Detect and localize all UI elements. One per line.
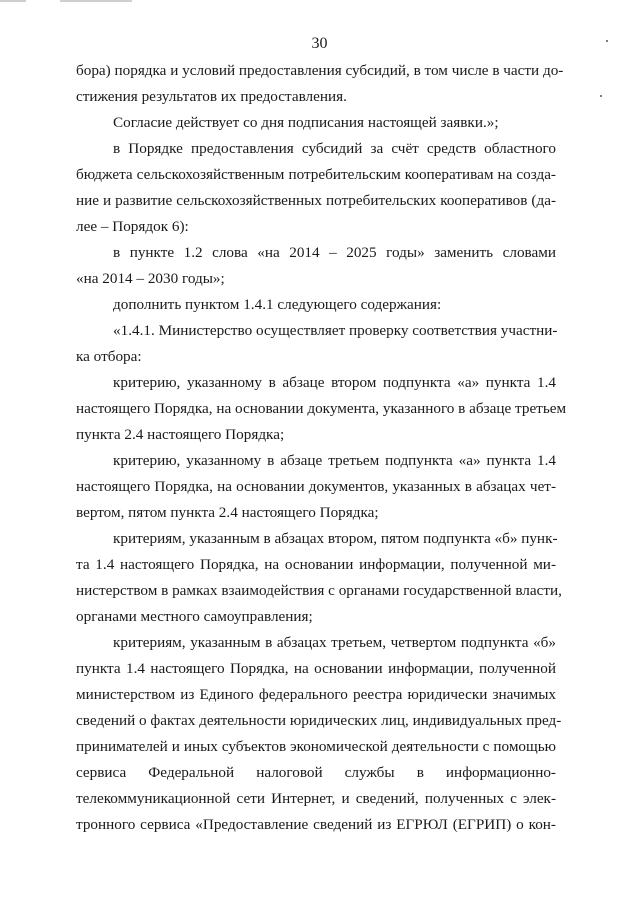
text-line: телекоммуникационной сети Интернет, и сведений, полученных с элек- (76, 790, 556, 807)
paragraph (76, 630, 562, 838)
scan-edge-mark (60, 0, 132, 2)
text-line: критериям, указанным в абзацах втором, пятом подпункта «б» пунк- (113, 530, 558, 547)
text-line: критерию, указанному в абзаце втором подпункта «а» пункта 1.4 (113, 374, 556, 391)
text-line: бюджета сельскохозяйственным потребительским кооперативам на созда- (76, 166, 556, 183)
text-line: та 1.4 настоящего Порядка, на основании информации, полученной ми- (76, 556, 556, 573)
text-line: «на 2014 – 2030 годы»; (76, 270, 225, 287)
text-line: тронного сервиса «Предоставление сведений из ЕГРЮЛ (ЕГРИП) о кон- (76, 816, 556, 833)
text-line: принимателей и иных субъектов экономической деятельности с помощью (76, 738, 556, 755)
text-line: стижения результатов их предоставления. (76, 88, 347, 105)
text-line: в пункте 1.2 слова «на 2014 – 2025 годы» заменить словами (113, 244, 556, 261)
text-line: ка отбора: (76, 348, 142, 365)
paragraph (76, 110, 556, 136)
paragraph (76, 448, 556, 526)
text-line: органами местного самоуправления; (76, 608, 313, 625)
document-text-body (76, 58, 567, 838)
text-line: «1.4.1. Министерство осуществляет проверку соответствия участни- (113, 322, 558, 339)
paragraph (76, 240, 556, 292)
text-line: дополнить пунктом 1.4.1 следующего содержания: (113, 296, 442, 313)
text-line: Согласие действует со дня подписания настоящей заявки.»; (113, 114, 499, 131)
text-line: нистерством в рамках взаимодействия с органами государственной власти, (76, 582, 562, 599)
page-number: 30 (311, 35, 328, 52)
text-line: в Порядке предоставления субсидий за счёт средств областного (113, 140, 556, 157)
text-line: настоящего Порядка, на основании документов, указанных в абзацах чет- (76, 478, 556, 495)
text-line: пункта 1.4 настоящего Порядка, на основании информации, полученной (76, 660, 556, 677)
paragraph (76, 292, 556, 318)
text-line: ние и развитие сельскохозяйственных потребительских кооперативов (да- (76, 192, 556, 209)
paragraph (76, 136, 556, 240)
paragraph (76, 318, 556, 370)
text-line: лее – Порядок 6): (76, 218, 189, 235)
text-line: министерством из Единого федерального реестра юридически значимых (76, 686, 556, 703)
text-line: критерию, указанному в абзаце третьем подпункта «а» пункта 1.4 (113, 452, 556, 469)
text-line: бора) порядка и условий предоставления субсидий, в том числе в части до- (76, 62, 564, 79)
scan-speck (600, 95, 602, 97)
text-line: пункта 2.4 настоящего Порядка; (76, 426, 285, 443)
text-line: настоящего Порядка, на основании документа, указанного в абзаце третьем (76, 400, 567, 417)
text-line: вертом, пятом пункта 2.4 настоящего Порядка; (76, 504, 379, 521)
paragraph (76, 58, 564, 110)
paragraph (76, 370, 567, 448)
text-line: сервиса Федеральной налоговой службы в информационно- (76, 764, 556, 781)
text-line: сведений о фактах деятельности юридических лиц, индивидуальных пред- (76, 712, 562, 729)
text-line: критериям, указанным в абзацах третьем, четвертом подпункта «б» (113, 634, 556, 651)
scan-edge-mark (0, 0, 26, 2)
paragraph (76, 526, 562, 630)
